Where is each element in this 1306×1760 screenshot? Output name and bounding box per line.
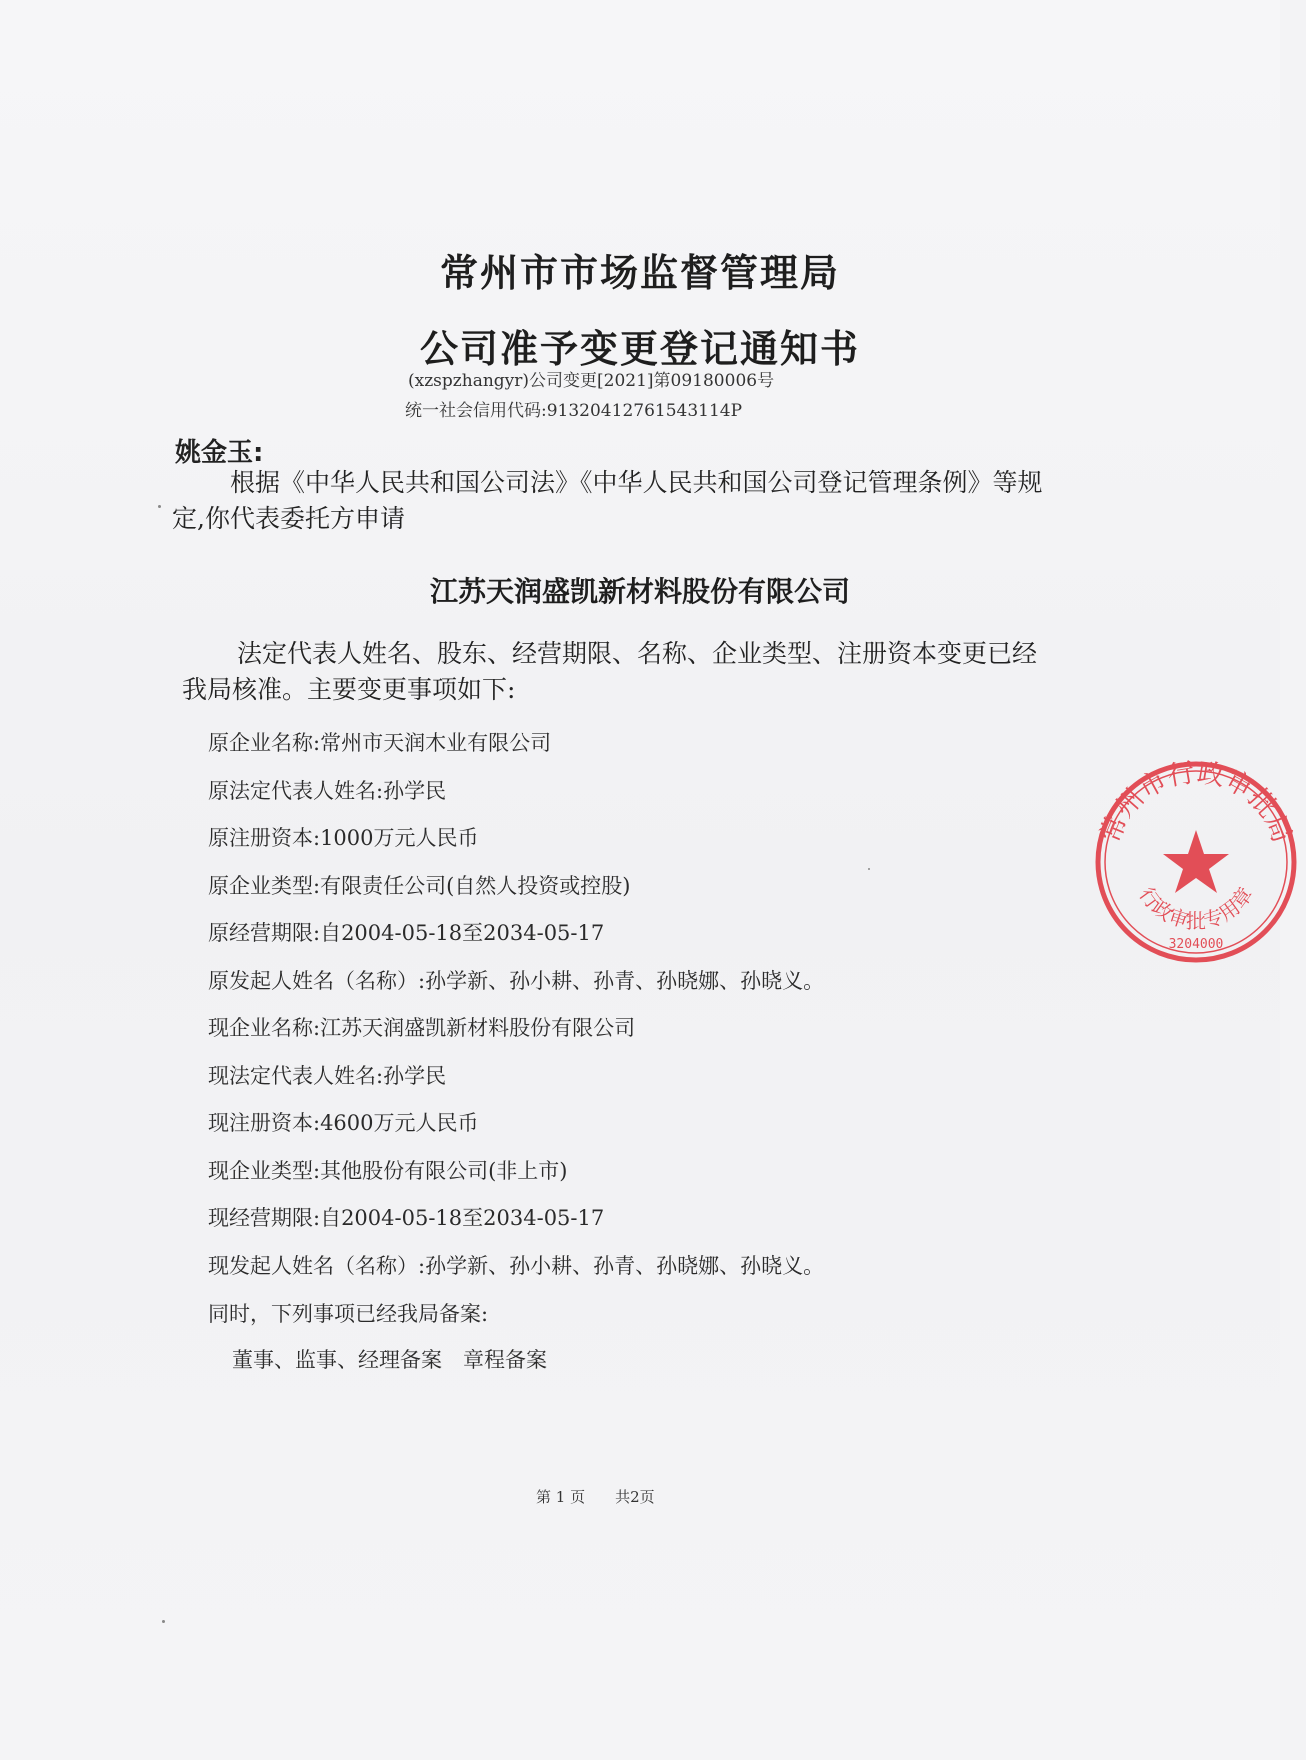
change-item: 原法定代表人姓名:孙学民	[208, 778, 447, 803]
intro-paragraph: 根据《中华人民共和国公司法》《中华人民共和国公司登记管理条例》等规定,你代表委托方申请	[172, 468, 1043, 533]
credit-code: 统一社会信用代码:91320412761543114P	[405, 401, 743, 421]
change-item: 现经营期限:自2004-05-18至2034-05-17	[208, 1206, 605, 1230]
addressee: 姚金玉:	[175, 438, 264, 468]
change-item: 现法定代表人姓名:孙学民	[208, 1063, 447, 1088]
change-item: 原企业名称:常州市天润木业有限公司	[208, 731, 552, 755]
change-item: 现发起人姓名（名称）:孙学新、孙小耕、孙青、孙晓娜、孙晓义。	[208, 1253, 825, 1278]
page-indicator	[536, 1486, 655, 1507]
change-item: 原注册资本:1000万元人民币	[208, 826, 479, 850]
filed-matters: 董事、监事、经理备案 章程备案	[232, 1348, 547, 1372]
notice-title: 公司准予变更登记通知书	[419, 327, 860, 371]
approval-paragraph: 法定代表人姓名、股东、经营期限、名称、企业类型、注册资本变更已经我局核准。主要变更事项如下:	[182, 639, 1038, 704]
official-seal	[1086, 752, 1306, 972]
change-item: 现企业类型:其他股份有限公司(非上市)	[208, 1158, 568, 1183]
change-item: 原发起人姓名（名称）:孙学新、孙小耕、孙青、孙晓娜、孙晓义。	[208, 968, 825, 993]
change-item: 现企业名称:江苏天润盛凯新材料股份有限公司	[208, 1016, 636, 1040]
current-page: 第 1 页	[536, 1488, 586, 1506]
scan-speck	[162, 1620, 165, 1623]
change-item: 原企业类型:有限责任公司(自然人投资或控股)	[208, 873, 631, 898]
scan-speck	[158, 505, 161, 508]
seal-bottom-text: 行政审批专用章	[1134, 882, 1258, 934]
change-item: 原经营期限:自2004-05-18至2034-05-17	[208, 921, 605, 945]
seal-code: 3204000	[1168, 937, 1224, 952]
seal-star-icon	[1163, 830, 1229, 893]
scan-speck	[868, 868, 870, 870]
seal-top-text: 常州市行政审批局	[1094, 757, 1298, 847]
document-number: (xzspzhangyr)公司变更[2021]第09180006号	[408, 371, 775, 391]
filed-matters-title: 同时，下列事项已经我局备案:	[208, 1302, 489, 1326]
authority-title: 常州市市场监督管理局	[439, 251, 840, 295]
total-pages: 共2页	[615, 1488, 655, 1506]
company-name: 江苏天润盛凯新材料股份有限公司	[429, 575, 850, 608]
change-items-list	[208, 728, 824, 1298]
seal-graphic	[1086, 752, 1306, 972]
change-item: 现注册资本:4600万元人民币	[208, 1111, 479, 1135]
